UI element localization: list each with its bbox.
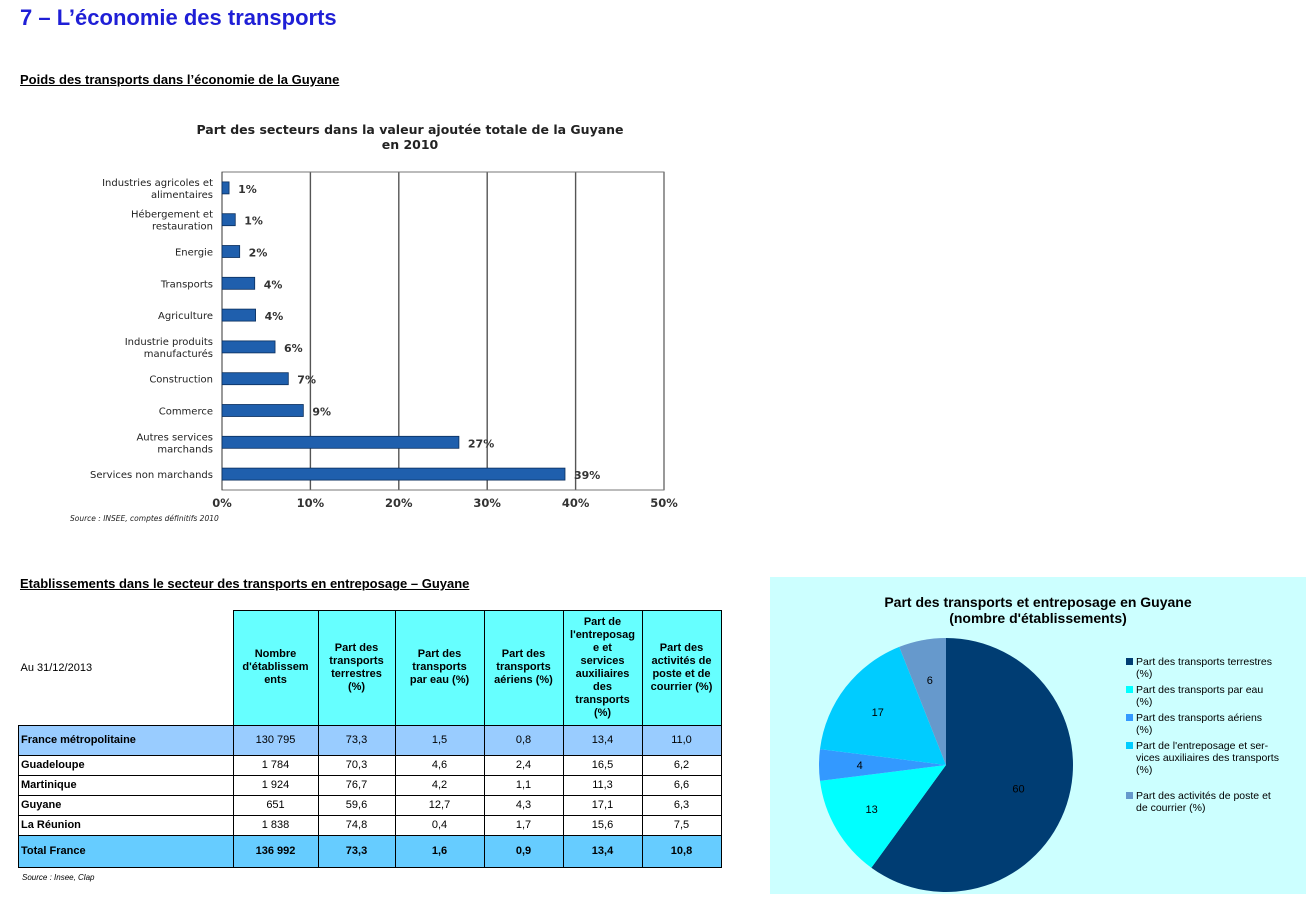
table-cell: 17,1: [563, 795, 642, 815]
table-cell: 136 992: [233, 835, 318, 867]
bar-value-label: 39%: [573, 469, 601, 483]
table-cell: 11,0: [642, 725, 721, 755]
column-header: Part des transports par eau (%): [395, 611, 484, 726]
pie-value-label: 4: [856, 760, 863, 772]
table-cell: 1 838: [233, 815, 318, 835]
bar-value-label: 27%: [467, 437, 495, 451]
legend-label: Part de l'entreposage et ser-vices auxiliaires des transports (%): [1136, 740, 1279, 776]
table-cell: 1,1: [484, 775, 563, 795]
x-tick-label: 40%: [561, 496, 590, 510]
category-label: Services non marchands: [90, 470, 213, 482]
row-label: La Réunion: [19, 815, 234, 835]
category-label: Industries agricoles et alimentaires: [102, 177, 213, 201]
category-label: Construction: [149, 374, 213, 386]
table-row: [19, 725, 722, 755]
bar-chart: [66, 108, 710, 526]
table-cell: 15,6: [563, 815, 642, 835]
pie-value-label: 60: [1012, 783, 1025, 796]
section-title-establishments: Etablissements dans le secteur des transports en entreposage – Guyane: [20, 576, 470, 591]
table-cell: 7,5: [642, 815, 721, 835]
table-cell: 70,3: [318, 755, 395, 775]
bar: [222, 214, 235, 226]
legend-swatch: [1126, 686, 1133, 693]
table-cell: 6,2: [642, 755, 721, 775]
bar-value-label: 1%: [238, 182, 257, 196]
bar: [222, 373, 288, 385]
legend-label: Part des transports terrestres (%): [1136, 656, 1272, 680]
row-label: Total France: [19, 835, 234, 867]
table-cell: 1,7: [484, 815, 563, 835]
table-cell: 73,3: [318, 725, 395, 755]
bar: [222, 246, 240, 258]
table-cell: 73,3: [318, 835, 395, 867]
table-cell: 1,6: [395, 835, 484, 867]
x-tick-label: 30%: [473, 496, 501, 510]
table-cell: 76,7: [318, 775, 395, 795]
table-cell: 4,6: [395, 755, 484, 775]
table-cell: 59,6: [318, 795, 395, 815]
table-cell: 6,3: [642, 795, 721, 815]
table-source-note: Source : Insee, Clap: [22, 873, 95, 882]
legend-label: Part des transports aériens (%): [1136, 712, 1263, 736]
category-label: Energie: [174, 247, 213, 259]
row-label: Martinique: [19, 775, 234, 795]
pie-chart-title: Part des transports et entreposage en Guyane (nombre d'établissements): [884, 594, 1192, 626]
table-cell: 6,6: [642, 775, 721, 795]
bar: [222, 436, 459, 448]
page-title: 7 – L’économie des transports: [20, 5, 337, 30]
bar-value-label: 4%: [263, 278, 283, 292]
table-cell: 0,9: [484, 835, 563, 867]
x-tick-label: 20%: [385, 496, 413, 510]
bar-value-label: 2%: [248, 246, 268, 260]
table-cell: 1 784: [233, 755, 318, 775]
category-label: Hébergement et restauration: [130, 209, 213, 233]
table-cell: 13,4: [563, 725, 642, 755]
category-label: Industrie produits manufacturés: [124, 336, 213, 360]
table-row: [19, 775, 722, 795]
table-header-row: [19, 611, 722, 726]
legend-swatch: [1126, 742, 1133, 749]
category-label: Commerce: [158, 406, 213, 418]
table-row: [19, 755, 722, 775]
table-cell: 0,4: [395, 815, 484, 835]
table-cell: 13,4: [563, 835, 642, 867]
column-header: Nombre d'établissem ents: [233, 611, 318, 726]
bar: [222, 341, 275, 353]
bar-value-label: 9%: [312, 405, 332, 419]
column-header: Part des transports terrestres (%): [318, 611, 395, 726]
table-cell: 11,3: [563, 775, 642, 795]
table-cell: 130 795: [233, 725, 318, 755]
table-cell: 0,8: [484, 725, 563, 755]
category-label: Agriculture: [158, 311, 213, 323]
legend-swatch: [1126, 792, 1133, 799]
bar-value-label: 1%: [244, 214, 263, 228]
bar: [222, 468, 565, 480]
pie-value-label: 17: [871, 707, 884, 720]
bar: [222, 309, 256, 321]
table-cell: 1 924: [233, 775, 318, 795]
table-cell: 10,8: [642, 835, 721, 867]
legend-swatch: [1126, 714, 1133, 721]
category-label: Transports: [160, 279, 213, 291]
pie-chart: [770, 577, 1306, 894]
row-label: Guadeloupe: [19, 755, 234, 775]
table-row: [19, 835, 722, 867]
table-cell: 12,7: [395, 795, 484, 815]
category-label: Autres services marchands: [136, 432, 213, 456]
establishments-table: [18, 610, 722, 868]
bar: [222, 405, 303, 417]
column-header: Part des activités de poste et de courrier (%): [642, 611, 721, 726]
table-cell: 651: [233, 795, 318, 815]
bar-value-label: 6%: [284, 341, 303, 355]
bar: [222, 182, 229, 194]
pie-value-label: 6: [926, 675, 933, 688]
x-tick-label: 10%: [296, 496, 325, 510]
legend-label: Part des transports par eau (%): [1136, 684, 1264, 708]
bar-value-label: 7%: [297, 373, 316, 387]
legend-label: Part des activités de poste et de courrier (%): [1136, 790, 1271, 814]
column-header: Part des transports aériens (%): [484, 611, 563, 726]
legend-swatch: [1126, 658, 1133, 665]
table-row: [19, 815, 722, 835]
bar-chart-title: Part des secteurs dans la valeur ajoutée totale de la Guyane en 2010: [196, 122, 624, 152]
table-cell: 16,5: [563, 755, 642, 775]
bar-value-label: 4%: [264, 310, 284, 324]
row-label: France métropolitaine: [19, 725, 234, 755]
table-cell: 1,5: [395, 725, 484, 755]
table-cell: 4,3: [484, 795, 563, 815]
table-cell: 74,8: [318, 815, 395, 835]
section-title-economy-weight: Poids des transports dans l’économie de la Guyane: [20, 72, 340, 87]
column-header: Part de l'entreposag e et services auxiliaires des transports (%): [563, 611, 642, 726]
table-cell: 4,2: [395, 775, 484, 795]
table-row: [19, 795, 722, 815]
bar: [222, 277, 255, 289]
table-cell: 2,4: [484, 755, 563, 775]
pie-value-label: 13: [865, 803, 878, 816]
x-tick-label: 0%: [212, 496, 232, 510]
bar-chart-source: Source : INSEE, comptes définitifs 2010: [70, 514, 219, 523]
row-label: Guyane: [19, 795, 234, 815]
table-date-label: Au 31/12/2013: [19, 611, 234, 726]
x-tick-label: 50%: [650, 496, 678, 510]
